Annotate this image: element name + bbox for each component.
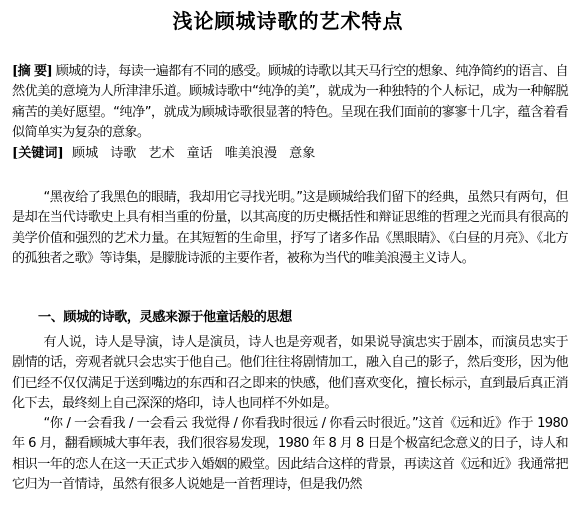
keyword-item: 艺术 [148, 146, 175, 161]
keywords-label: [关键词] [12, 146, 64, 161]
body-paragraph: “黑夜给了我黑色的眼睛，我却用它寻找光明。”这是顾城给我们留下的经典，虽然只有两句，但是却在当代诗歌史上具有相当重的份量，以其高度的历史概括性和辩证思维的哲理之光而具有很高的美学价值和强烈的艺术力量。在其短暂的生命里，抒写了诸多作品《黑眼睛》、《白昼的月亮》、《北方的孤独者之歌》等诗集，是朦胧诗派的主要作者，被称为当代的唯美浪漫主义诗人。 [12, 190, 568, 267]
keyword-item: 唯美浪漫 [224, 146, 278, 161]
keyword-item: 诗歌 [110, 146, 137, 161]
abstract [12, 62, 568, 144]
keyword-item: 童话 [186, 146, 213, 161]
section-heading: 一、顾城的诗歌，灵感来源于他童话般的思想 [38, 310, 292, 325]
keywords [12, 144, 568, 164]
keyword-item: 意象 [289, 146, 316, 161]
abstract-text: 顾城的诗，每读一遍都有不同的感受。顾城的诗歌以其天马行空的想象、纯净简约的语言、自然优美的意境为人所津津乐道。顾城诗歌中“纯净的美”，就成为一种独特的个人标记，成为一种解脱痛苦的美好愿望。“纯净”，就成为顾城诗歌很显著的特色。呈现在我们面前的寥寥十几字，蕴含着看似简单实为复杂的意象。 [12, 64, 569, 141]
body-paragraph: 有人说，诗人是导演，诗人是演员，诗人也是旁观者，如果说导演忠实于剧本，而演员忠实于剧情的话，旁观者就只会忠实于他自己。他们往往将剧情加工，融入自己的影子，然后变形，因为他们已经不仅仅满足于送到嘴边的东西和召之即来的快感，他们喜欢变化，擅长标示，直到最后真正消化下去，最终刻上自己深深的烙印，诗人也同样不外如是。 [12, 335, 568, 412]
article-title: 浅论顾城诗歌的艺术特点 [172, 9, 404, 33]
abstract-label: [摘 要] [12, 64, 53, 79]
keyword-item: 顾城 [72, 146, 99, 161]
body-paragraph: “你 / 一会看我 / 一会看云 我觉得 / 你看我时很远 / 你看云时很近。”这首《远和近》作于 1980 年 6 月，翻看顾城大事年表，我们很容易发现，1980 年 8 月 8 日是个极富纪念意义的日子，诗人和相识一年的恋人在这一天正式步入婚姻的殿堂。因此结合这样的背景，再读这首《远和近》我通常把它归为一首情诗，虽然有很多人说她是一首哲理诗，但是我仍然 [12, 416, 568, 493]
